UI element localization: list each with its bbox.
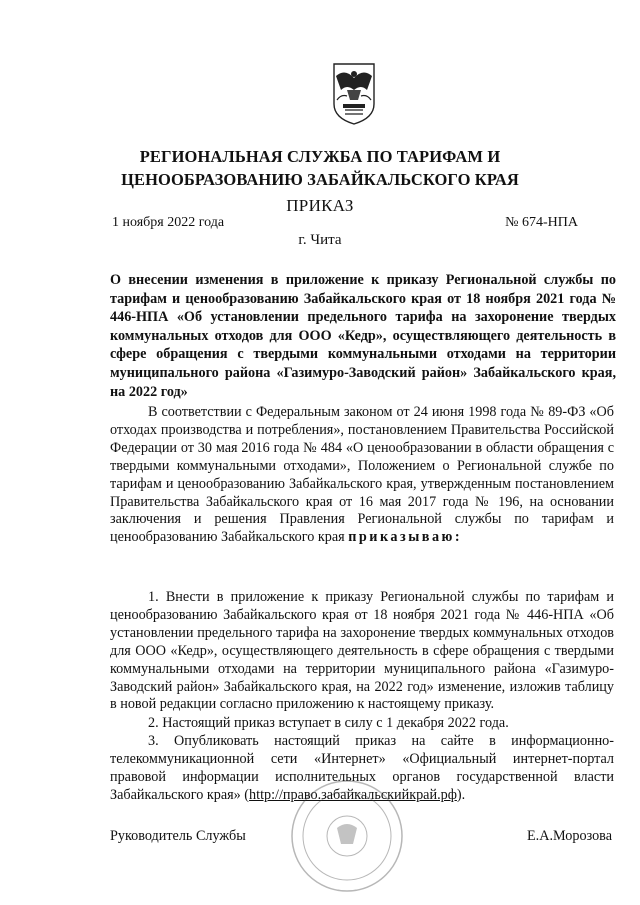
signature-name: Е.А.Морозова xyxy=(527,828,612,844)
order-item-1: 1. Внести в приложение к приказу Региональной службы по тарифам и ценообразованию Забайкальского края от 18 ноября 2021 года № 446-НПА «Об установлении предельного тарифа на захоронение твердых коммунальных отходов для ООО «Кедр», осуществляющего деятельность в сфере обращения с твердыми коммунальными отходами на территории муниципального района «Газимуро-Заводский район» Забайкальского края, на 2022 год» изменение, изложив таблицу в новой редакции согласно приложению к настоящему приказу. xyxy=(110,589,614,713)
order-item-2: 2. Настоящий приказ вступает в силу с 1 декабря 2022 года. xyxy=(148,715,509,731)
document-number: № 674-НПА xyxy=(505,215,578,230)
preamble-text: В соответствии с Федеральным законом от 24 июня 1998 года № 89-ФЗ «Об отходах производства и потребления», постановлением Правительства Российской Федерации от 30 мая 2016 года № 484 «О ценообразовании в области обращения с твердыми коммунальными отходами», Положением о Региональной службе по тарифам и ценообразованию Забайкальского края, утвержденным постановлением Правительства Забайкальского края от 16 мая 2017 года № 196, на основании заключения и решения Правления Региональной службы по тарифам и ценообразованию Забайкальского края xyxy=(110,404,614,546)
organization-name-line1: РЕГИОНАЛЬНАЯ СЛУЖБА ПО ТАРИФАМ И xyxy=(139,147,501,166)
coat-of-arms-eagle-icon xyxy=(331,60,377,126)
official-seal-icon xyxy=(287,746,407,896)
order-item-3-close: ). xyxy=(456,786,466,803)
order-item-3-text: 3. Опубликовать настоящий приказ на сайте в информационно-телекоммуникационной сети «Интернет» «Официальный интернет-портал правовой информации исполнительных органов государственной власти Забайкальского края» xyxy=(110,733,614,803)
signature-position: Руководитель Службы xyxy=(110,828,246,844)
document-city: г. Чита xyxy=(298,232,342,248)
portal-link[interactable]: http://право.забайкальскийкрай.рф xyxy=(249,786,457,803)
organization-name xyxy=(0,145,640,191)
order-item-3-open: ( xyxy=(240,786,250,803)
document-type: ПРИКАЗ xyxy=(286,196,354,215)
orders-keyword: приказываю: xyxy=(348,529,463,546)
document-subject: О внесении изменения в приложение к приказу Региональной службы по тарифам и ценообразованию Забайкальского края от 18 ноября 2021 года № 446-НПА «Об установлении предельного тарифа на захоронение твердых коммунальных отходов для ООО «Кедр», осуществляющего деятельность в сфере обращения с твердыми коммунальными отходами на территории муниципального района «Газимуро-Заводский район» Забайкальского края, на 2022 год» xyxy=(110,272,616,400)
document-date: 1 ноября 2022 года xyxy=(112,215,225,230)
preamble-paragraph xyxy=(110,404,614,547)
organization-name-line2: ЦЕНООБРАЗОВАНИЮ ЗАБАЙКАЛЬСКОГО КРАЯ xyxy=(121,170,519,189)
